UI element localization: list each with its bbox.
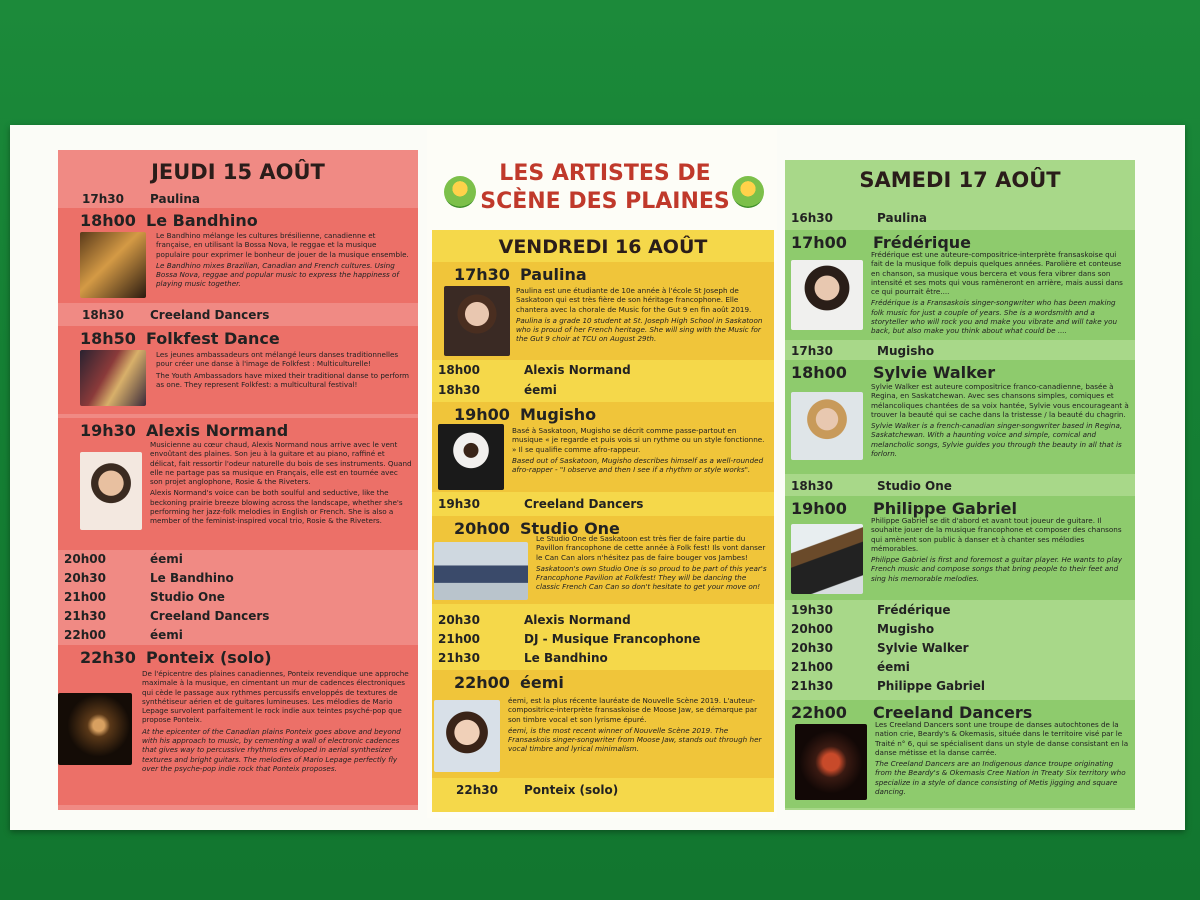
time: 17h00 — [791, 233, 847, 252]
artist: Studio One — [150, 590, 225, 604]
schedule-row — [785, 660, 910, 674]
desc-en: At the epicenter of the Canadian plains Ponteix goes above and beyond with his approach to music, by cementing a wall of electronic cadences that gives way to percussive rhythms enveloped in aerial synthesizer textures and bright guitars. The melodies of Mario Lepage perfectly fly over the psyche-pop indie rock that Ponteix proposes. — [142, 726, 401, 773]
time: 18h00 — [791, 363, 847, 382]
performance-block — [432, 262, 774, 360]
artist-photo — [795, 724, 867, 800]
desc-en: Alexis Normand's voice can be both soulful and seductive, like the beckoning prairie breeze blowing across the landscape, whether she's performing her jazz-folk melodies in English or French. She is also a member of the feminist-inspired vocal trio, Rosie & the Riveters. — [150, 488, 403, 526]
desc-fr: Basé à Saskatoon, Mugisho se décrit comme passe-partout en musique « je regarde et puis vois si un rythme ou un style fonctionne. » Il se qualifie comme afro-rappeur. — [512, 426, 765, 454]
performance-block — [432, 516, 774, 604]
artist-photo — [444, 286, 510, 356]
artist-photo — [791, 392, 863, 460]
time: 19h30 — [438, 497, 480, 511]
artist: Creeland Dancers — [873, 703, 1033, 722]
desc-en: The Youth Ambassadors have mixed their traditional danse to perform as one. They represent Folkfest: a multicultural festival! — [156, 370, 410, 389]
artist: Paulina — [520, 265, 587, 284]
time: 17h30 — [791, 344, 833, 358]
performance-block — [785, 360, 1135, 474]
performance-block — [785, 496, 1135, 600]
friday-panel — [432, 230, 774, 812]
schedule-row — [432, 632, 700, 646]
time: 18h50 — [80, 329, 136, 348]
schedule-row — [785, 344, 934, 358]
performance-block — [58, 645, 418, 805]
artist-photo — [80, 232, 146, 298]
artist-photo — [58, 693, 132, 765]
saturday-heading: SAMEDI 17 AOÛT — [859, 168, 1061, 192]
desc-en: Frédérique is a Fransaskois singer-songwriter who has been making folk music for just a couple of years. She is a wordsmith and a storyteller who will rock you and make you vibrate and will take you back, but also make you think about what could be .... — [871, 298, 1118, 336]
artist: Ponteix (solo) — [146, 648, 272, 667]
artist: Mugisho — [877, 622, 935, 636]
performance-block — [785, 700, 1135, 808]
artist: Frédérique — [877, 603, 951, 617]
desc-fr: Musicienne au cœur chaud, Alexis Normand nous arrive avec le vent envoûtant des plaines. Son jeu à la guitare et au piano, raffiné et délicat, fait ressortir l'odeur naturelle du bois de ses instruments. Quand elle ne partage pas sa musique en Français, elle est en tournée avec son projet anglophone, Rosie & the Riveters. — [150, 440, 412, 487]
desc-fr: Philippe Gabriel se dit d'abord et avant tout joueur de guitare. Il souhaite jouer de la musique francophone et composer des chansons qui amènent son public à danser et à chanter ses mélodies mémorables. — [871, 516, 1122, 553]
time: 20h30 — [64, 571, 106, 585]
schedule-row — [785, 622, 934, 636]
artist: Le Bandhino — [146, 211, 258, 230]
desc-fr: Paulina est une étudiante de 10e année à l'école St Joseph de Saskatoon qui est très fière de son héritage francophone. Elle chantera avec la chorale de Music for the Gut 9 en fin août 2019. — [516, 286, 752, 314]
artist: Philippe Gabriel — [873, 499, 1017, 518]
artist: Mugisho — [520, 405, 597, 424]
time: 21h00 — [791, 660, 833, 674]
schedule-row — [432, 651, 608, 665]
time: 20h00 — [64, 552, 106, 566]
schedule-row — [432, 497, 643, 511]
schedule-row — [58, 192, 200, 206]
time: 22h00 — [454, 673, 510, 692]
performance-block — [432, 402, 774, 492]
schedule-row — [58, 590, 225, 604]
time: 20h30 — [791, 641, 833, 655]
thursday-panel — [58, 150, 418, 810]
time: 19h00 — [791, 499, 847, 518]
desc-en: The Creeland Dancers are an Indigenous dance troupe originating from the Beardy's & Okemasis Cree Nation in Treaty Six territory who specialize in a style of dance consisting of Metis jigging and square dancing. — [875, 759, 1126, 797]
desc-fr: De l'épicentre des plaines canadiennes, Ponteix revendique une approche maximale à la musique, en cimentant un mur de cadences électroniques qui cède le passage aux rythmes percussifs enveloppés de textures de synthétiseur aérien et de guitares lumineuses. Les mélodies de Mario Lepage survolent parfaitement le rock indie aux teintes psyché-pop que propose Ponteix. — [142, 669, 409, 725]
artist-photo — [80, 452, 142, 530]
time: 18h30 — [438, 383, 480, 397]
time: 21h30 — [64, 609, 106, 623]
schedule-row — [432, 613, 631, 627]
schedule-row — [58, 571, 234, 585]
time: 18h00 — [438, 363, 480, 377]
artist: Creeland Dancers — [150, 609, 270, 623]
time: 18h30 — [82, 308, 124, 322]
desc-en: éemi, is the most recent winner of Nouvelle Scène 2019. The Fransaskois singer-songwriter from Moose Jaw, stands out through her vocal timbre and lyrical minimalism. — [508, 725, 762, 754]
time: 17h30 — [82, 192, 124, 206]
page-title — [440, 160, 770, 216]
artist: éemi — [524, 383, 557, 397]
artist: éemi — [150, 628, 183, 642]
time: 22h30 — [456, 783, 498, 797]
time: 19h30 — [80, 421, 136, 440]
performance-block — [58, 208, 418, 303]
time: 20h30 — [438, 613, 480, 627]
artist: Alexis Normand — [146, 421, 289, 440]
desc-fr: éemi, est la plus récente lauréate de Nouvelle Scène 2019. L'auteur-compositrice-interprète fransaskoise de Moose Jaw, se démarque par son timbre vocal et son lyrisme épuré. — [508, 696, 758, 724]
performance-block — [58, 326, 418, 414]
schedule-row — [785, 603, 951, 617]
desc-fr: Les jeunes ambassadeurs ont mélangé leurs danses traditionnelles pour créer une danse à l'image de Folkfest : Multiculturelle! — [156, 350, 399, 369]
artist: éemi — [150, 552, 183, 566]
saturday-panel — [785, 160, 1135, 810]
time: 22h00 — [64, 628, 106, 642]
time: 18h30 — [791, 479, 833, 493]
artist: Philippe Gabriel — [877, 679, 985, 693]
artist: Le Bandhino — [524, 651, 608, 665]
artist-photo — [438, 424, 504, 490]
artist-photo — [791, 524, 863, 594]
time: 21h00 — [438, 632, 480, 646]
artist-photo — [791, 260, 863, 330]
schedule-row — [432, 383, 557, 397]
performance-block — [58, 418, 418, 550]
artist-photo — [434, 542, 528, 600]
desc-fr: Les Creeland Dancers sont une troupe de danses autochtones de la nation crie, Beardy's & Okemasis, située dans le territoire visé par le Traité n° 6, qui se spécialisent dans un style de danse consistant en la danse métisse et la danse carrée. — [875, 720, 1129, 757]
time: 18h00 — [80, 211, 136, 230]
time: 19h30 — [791, 603, 833, 617]
artist: Ponteix (solo) — [524, 783, 619, 797]
artist: Alexis Normand — [524, 613, 631, 627]
schedule-row — [785, 211, 927, 225]
time: 17h30 — [454, 265, 510, 284]
time: 22h00 — [791, 703, 847, 722]
artist: Folkfest Dance — [146, 329, 280, 348]
schedule-row — [785, 479, 952, 493]
artist: Sylvie Walker — [873, 363, 996, 382]
artist: Le Bandhino — [150, 571, 234, 585]
desc-en: Saskatoon's own Studio One is so proud to be part of this year's Francophone Pavilion at Folkfest! They will be dancing the classic French Can Can so don't hesitate to get your move on! — [536, 563, 767, 592]
desc-en: Based out of Saskatoon, Mugisho describes himself as a well-rounded afro-rapper - "I observe and then I see if a rhythm or style works". — [512, 455, 764, 475]
desc-en: Paulina is a grade 10 student at St. Joseph High School in Saskatoon who is proud of her French heritage. She will sing with the Music for the Gut 9 choir at TCU on August 29th. — [516, 315, 763, 344]
artist: Paulina — [150, 192, 200, 206]
time: 21h30 — [791, 679, 833, 693]
time: 20h00 — [791, 622, 833, 636]
performance-block — [785, 230, 1135, 340]
performance-block — [432, 670, 774, 778]
artist: Alexis Normand — [524, 363, 631, 377]
schedule-row — [58, 628, 183, 642]
time: 20h00 — [454, 519, 510, 538]
artist: DJ - Musique Francophone — [524, 632, 701, 646]
artist: Frédérique — [873, 233, 972, 252]
thursday-heading: JEUDI 15 AOÛT — [151, 160, 325, 184]
time: 22h30 — [80, 648, 136, 667]
artist: Mugisho — [877, 344, 935, 358]
artist: Paulina — [877, 211, 927, 225]
desc-fr: Sylvie Walker est auteure compositrice franco-canadienne, basée à Regina, en Saskatchewan. Avec ses chansons simples, comiques et mélancoliques chantées de sa voix hantée, Sylvie vous encourageant à trouver la beauté qui se cache dans la tristesse / la beauté du chagrin. — [871, 382, 1129, 419]
artist: Studio One — [520, 519, 620, 538]
time: 19h00 — [454, 405, 510, 424]
time: 16h30 — [791, 211, 833, 225]
artist: Studio One — [877, 479, 952, 493]
artist-photo — [434, 700, 500, 772]
desc-fr: Le Studio One de Saskatoon est très fier de faire partie du Pavillon francophone de cette année à Folk fest! Ils vont danser le Can Can alors n'hésitez pas de faire bouger vos Jambes! — [536, 534, 766, 562]
artist: Creeland Dancers — [524, 497, 644, 511]
schedule-row — [785, 679, 985, 693]
desc-en: Philippe Gabriel is first and foremost a guitar player. He wants to play French music and compose songs that bring people to their feet and sing his memorable melodies. — [871, 555, 1123, 583]
desc-fr: Frédérique est une auteure-compositrice-interprète fransaskoise qui fait de la musique folk depuis quelques années. Parolière et conteuse en chanson, sa musique vous bercera et vous fera vibrer dans son intensité et ses mots qui vous ramèneront en arrière, mais aussi dans ce qui pourrait être.... — [871, 250, 1123, 297]
schedule-row — [58, 308, 269, 322]
schedule-row — [785, 641, 969, 655]
time: 21h30 — [438, 651, 480, 665]
schedule-row — [58, 552, 183, 566]
artist: éemi — [520, 673, 564, 692]
desc-en: Le Bandhino mixes Brazilian, Canadian and French cultures. Using Bossa Nova, reggae and popular music to express the happiness of playing music together. — [156, 260, 399, 289]
desc-en: Sylvie Walker is a french-canadian singer-songwriter based in Regina, Saskatchewan. With a haunting voice and simple, comical and melancholic songs, Sylvie guides you through the beauty in all that is forlorn. — [871, 421, 1123, 459]
time: 21h00 — [64, 590, 106, 604]
title-line: SCÈNE DES PLAINES — [480, 189, 730, 214]
artist-photo — [80, 350, 146, 406]
artist: Sylvie Walker — [877, 641, 969, 655]
desc-fr: Le Bandhino mélange les cultures brésilienne, canadienne et française, en utilisant la Bossa Nova, le reggae et la musique populaire pour exprimer le bonheur de jouer de la musique ensemble. — [156, 231, 409, 259]
title-line: LES ARTISTES DE — [499, 161, 711, 186]
schedule-row — [58, 609, 269, 623]
schedule-row — [432, 363, 631, 377]
artist: Creeland Dancers — [150, 308, 270, 322]
friday-heading: VENDREDI 16 AOÛT — [498, 236, 708, 258]
schedule-row — [432, 783, 618, 797]
artist: éemi — [877, 660, 910, 674]
